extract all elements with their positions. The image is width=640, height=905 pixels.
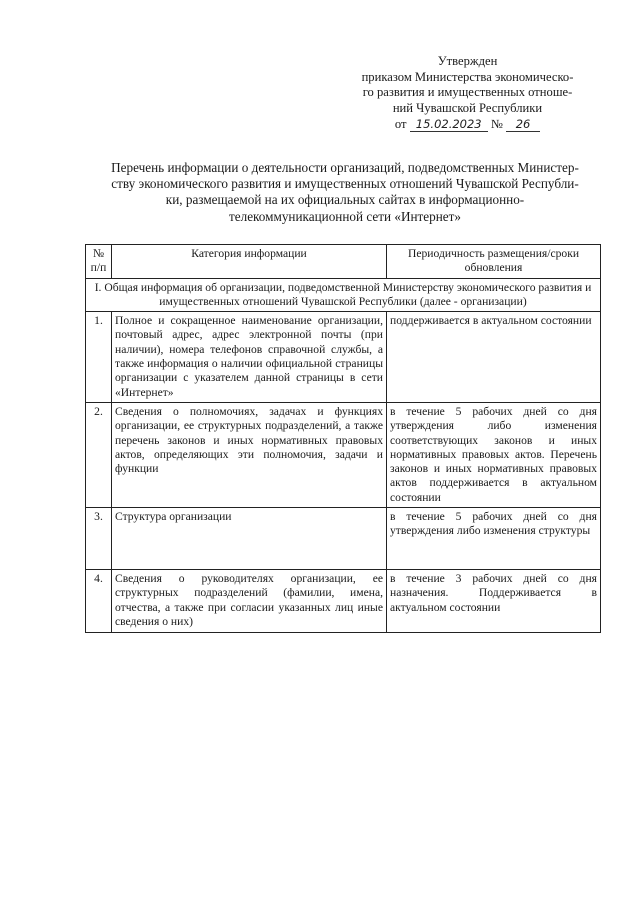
title-line-2: ству экономического развития и имущественных отношений Чувашской Республи- [111, 176, 579, 192]
table-header-row [86, 245, 601, 279]
row-category: Структура организации [112, 508, 387, 570]
row-category: Сведения о полномочиях, задачах и функциях организации, ее структурных подразделений, а также перечень законов и иных нормативных правовых актов, определяющих эти полномочия, задачи и функции [112, 402, 387, 507]
handwritten-number: 26 [506, 117, 540, 132]
table-row [86, 402, 601, 507]
row-category: Полное и сокращенное наименование организации, почтовый адрес, адрес электронной почты (при наличии), номера телефонов справочной службы, а также информация о наличии официальной страницы организации с указателем данной страницы в сети «Интернет» [112, 312, 387, 403]
order-date-number [330, 117, 605, 133]
title-line-3: ки, размещаемой на их официальных сайтах в информационно- [165, 192, 525, 208]
row-number: 4. [86, 570, 112, 633]
approval-stamp [330, 54, 605, 133]
header-number: № п/п [86, 245, 112, 279]
approval-line-3: го развития и имущественных отноше- [362, 85, 573, 100]
from-label: от [394, 117, 407, 132]
row-number: 3. [86, 508, 112, 570]
title-line-1: Перечень информации о деятельности организаций, подведомственных Министер- [111, 160, 579, 175]
approval-line-1: Утвержден [437, 54, 498, 68]
row-period: в течение 5 рабочих дней со дня утверждения либо изменения соответствующих законов и иных нормативных правовых актов. Перечень законов и иных нормативных правовых актов поддерживается в актуальном состоянии [387, 402, 601, 507]
row-period: в течение 5 рабочих дней со дня утверждения либо изменения структуры [387, 508, 601, 570]
information-table [85, 244, 601, 633]
table-row [86, 508, 601, 570]
header-category: Категория информации [112, 245, 387, 279]
row-number: 2. [86, 402, 112, 507]
approval-line-4: ний Чувашской Республики [392, 100, 543, 115]
number-sign: № [490, 117, 503, 132]
table-row [86, 570, 601, 633]
row-number: 1. [86, 312, 112, 403]
row-period: в течение 3 рабочих дней со дня назначения. Поддерживается в актуальном состоянии [387, 570, 601, 633]
header-period: Периодичность размещения/сроки обновления [387, 245, 601, 279]
table-row [86, 312, 601, 403]
document-title [80, 160, 610, 225]
approval-line-2: приказом Министерства экономическо- [361, 69, 574, 84]
handwritten-date: 15.02.2023 [410, 117, 488, 132]
section-title: I. Общая информация об организации, подведомственной Министерству экономического развития и имущественных отношений Чувашской Республики (далее - организации) [86, 278, 601, 312]
row-category: Сведения о руководителях организации, ее структурных подразделений (фамилии, имена, отчества, а также при согласии указанных лиц иные сведения о них) [112, 570, 387, 633]
row-period: поддерживается в актуальном состоянии [387, 312, 601, 403]
title-line-4: телекоммуникационной сети «Интернет» [229, 208, 461, 224]
section-row [86, 278, 601, 312]
